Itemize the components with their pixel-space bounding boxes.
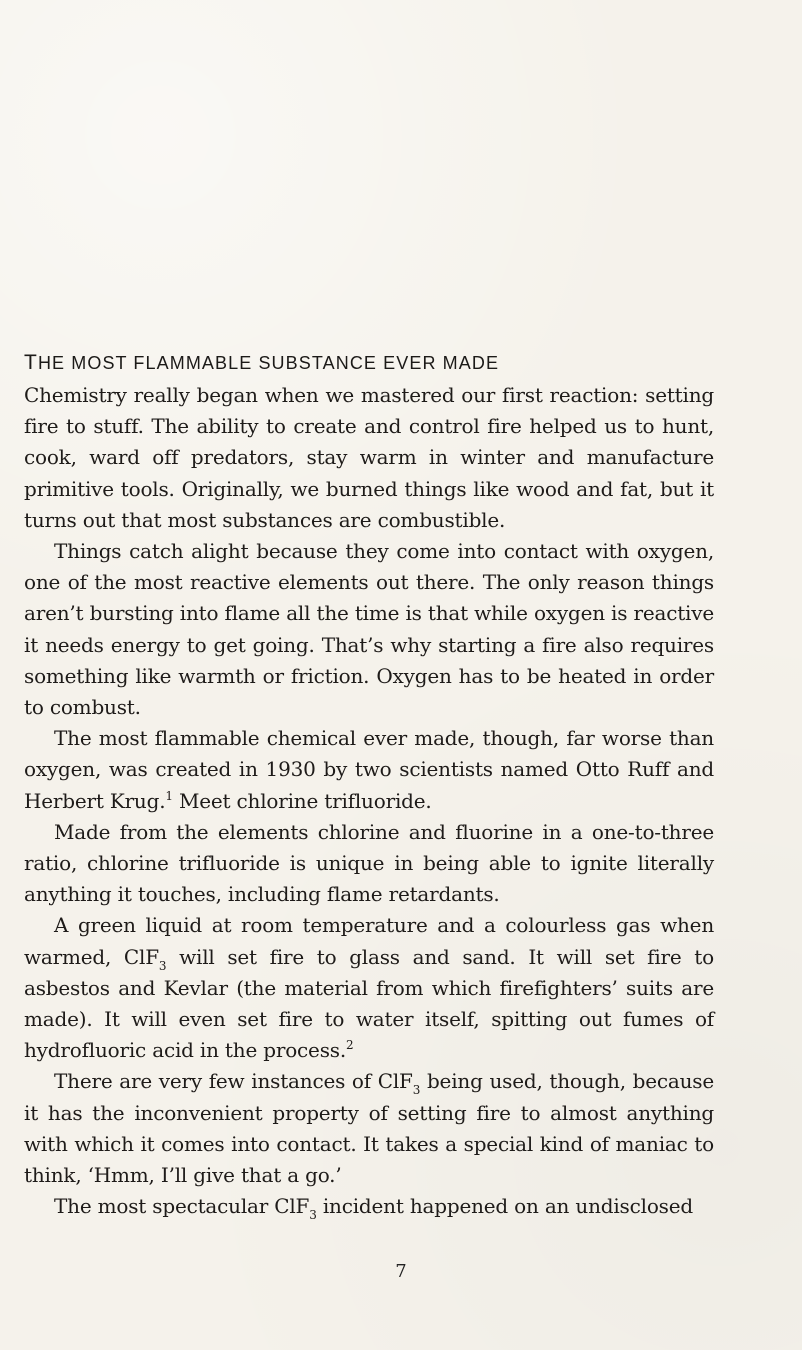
formula-subscript: 3 — [158, 958, 167, 973]
chapter-body — [24, 352, 714, 1222]
paragraph-6-text-a: There are very few instances of ClF — [54, 1069, 413, 1094]
paragraph-7 — [24, 1191, 714, 1222]
paragraph-3 — [24, 723, 714, 817]
footnote-marker-2: 2 — [345, 1038, 354, 1053]
section-heading-initial: T — [24, 351, 38, 374]
paragraph-1: Chemistry really began when we mastered our first reaction: setting fire to stuff. The ability to create and control fire helped us to hunt, cook, ward off predators, stay warm in winter and manufacture primitive tools. Originally, we burned things like wood and fat, but it turns out that most substances are combustible. — [24, 383, 714, 532]
footnote-marker-1: 1 — [165, 788, 173, 803]
section-heading-text: HE MOST FLAMMABLE SUBSTANCE EVER MADE — [37, 353, 500, 373]
paragraph-6 — [24, 1066, 714, 1191]
formula-subscript: 3 — [309, 1208, 317, 1223]
section-heading — [24, 352, 714, 374]
paragraph-3-text-b: Meet chlorine trifluoride. — [172, 788, 432, 813]
paragraph-6-text-b: being used, though, because it has the inconvenient property of setting fire to almost anything with which it comes into contact. It takes a special kind of maniac to think, ‘Hmm, I’ll give that a go.’ — [24, 1069, 714, 1188]
page-number: 7 — [395, 1261, 407, 1282]
paragraph-5-text-b: will set fire to glass and sand. It will set fire to asbestos and Kevlar (the material from which firefighters’ suits are made). It will even set fire to water itself, spitting out fumes of hydrofluoric acid in the process. — [24, 944, 714, 1063]
paragraph-5-text-a: A green liquid at room temperature and a colourless gas when warmed, ClF — [24, 913, 714, 969]
paragraph-2: Things catch alight because they come into contact with oxygen, one of the most reactive elements out there. The only reason things aren’t bursting into flame all the time is that while oxygen is reactive it needs energy to get going. That’s why starting a fire also requires something like warmth or friction. Oxygen has to be heated in order to combust. — [24, 539, 714, 720]
paragraph-7-text-b: incident happened on an undisclosed — [316, 1194, 693, 1219]
paragraph-5 — [24, 910, 714, 1066]
paragraph-4: Made from the elements chlorine and fluorine in a one-to-three ratio, chlorine trifluoride is unique in being able to ignite literally anything it touches, including flame retardants. — [24, 819, 714, 907]
formula-subscript: 3 — [412, 1083, 421, 1098]
paragraph-7-text-a: The most spectacular ClF — [54, 1194, 310, 1219]
paragraph-3-text-a: The most flammable chemical ever made, though, far worse than oxygen, was created in 1930 by two scientists named Otto Ruff and Herbert Krug. — [24, 726, 714, 813]
